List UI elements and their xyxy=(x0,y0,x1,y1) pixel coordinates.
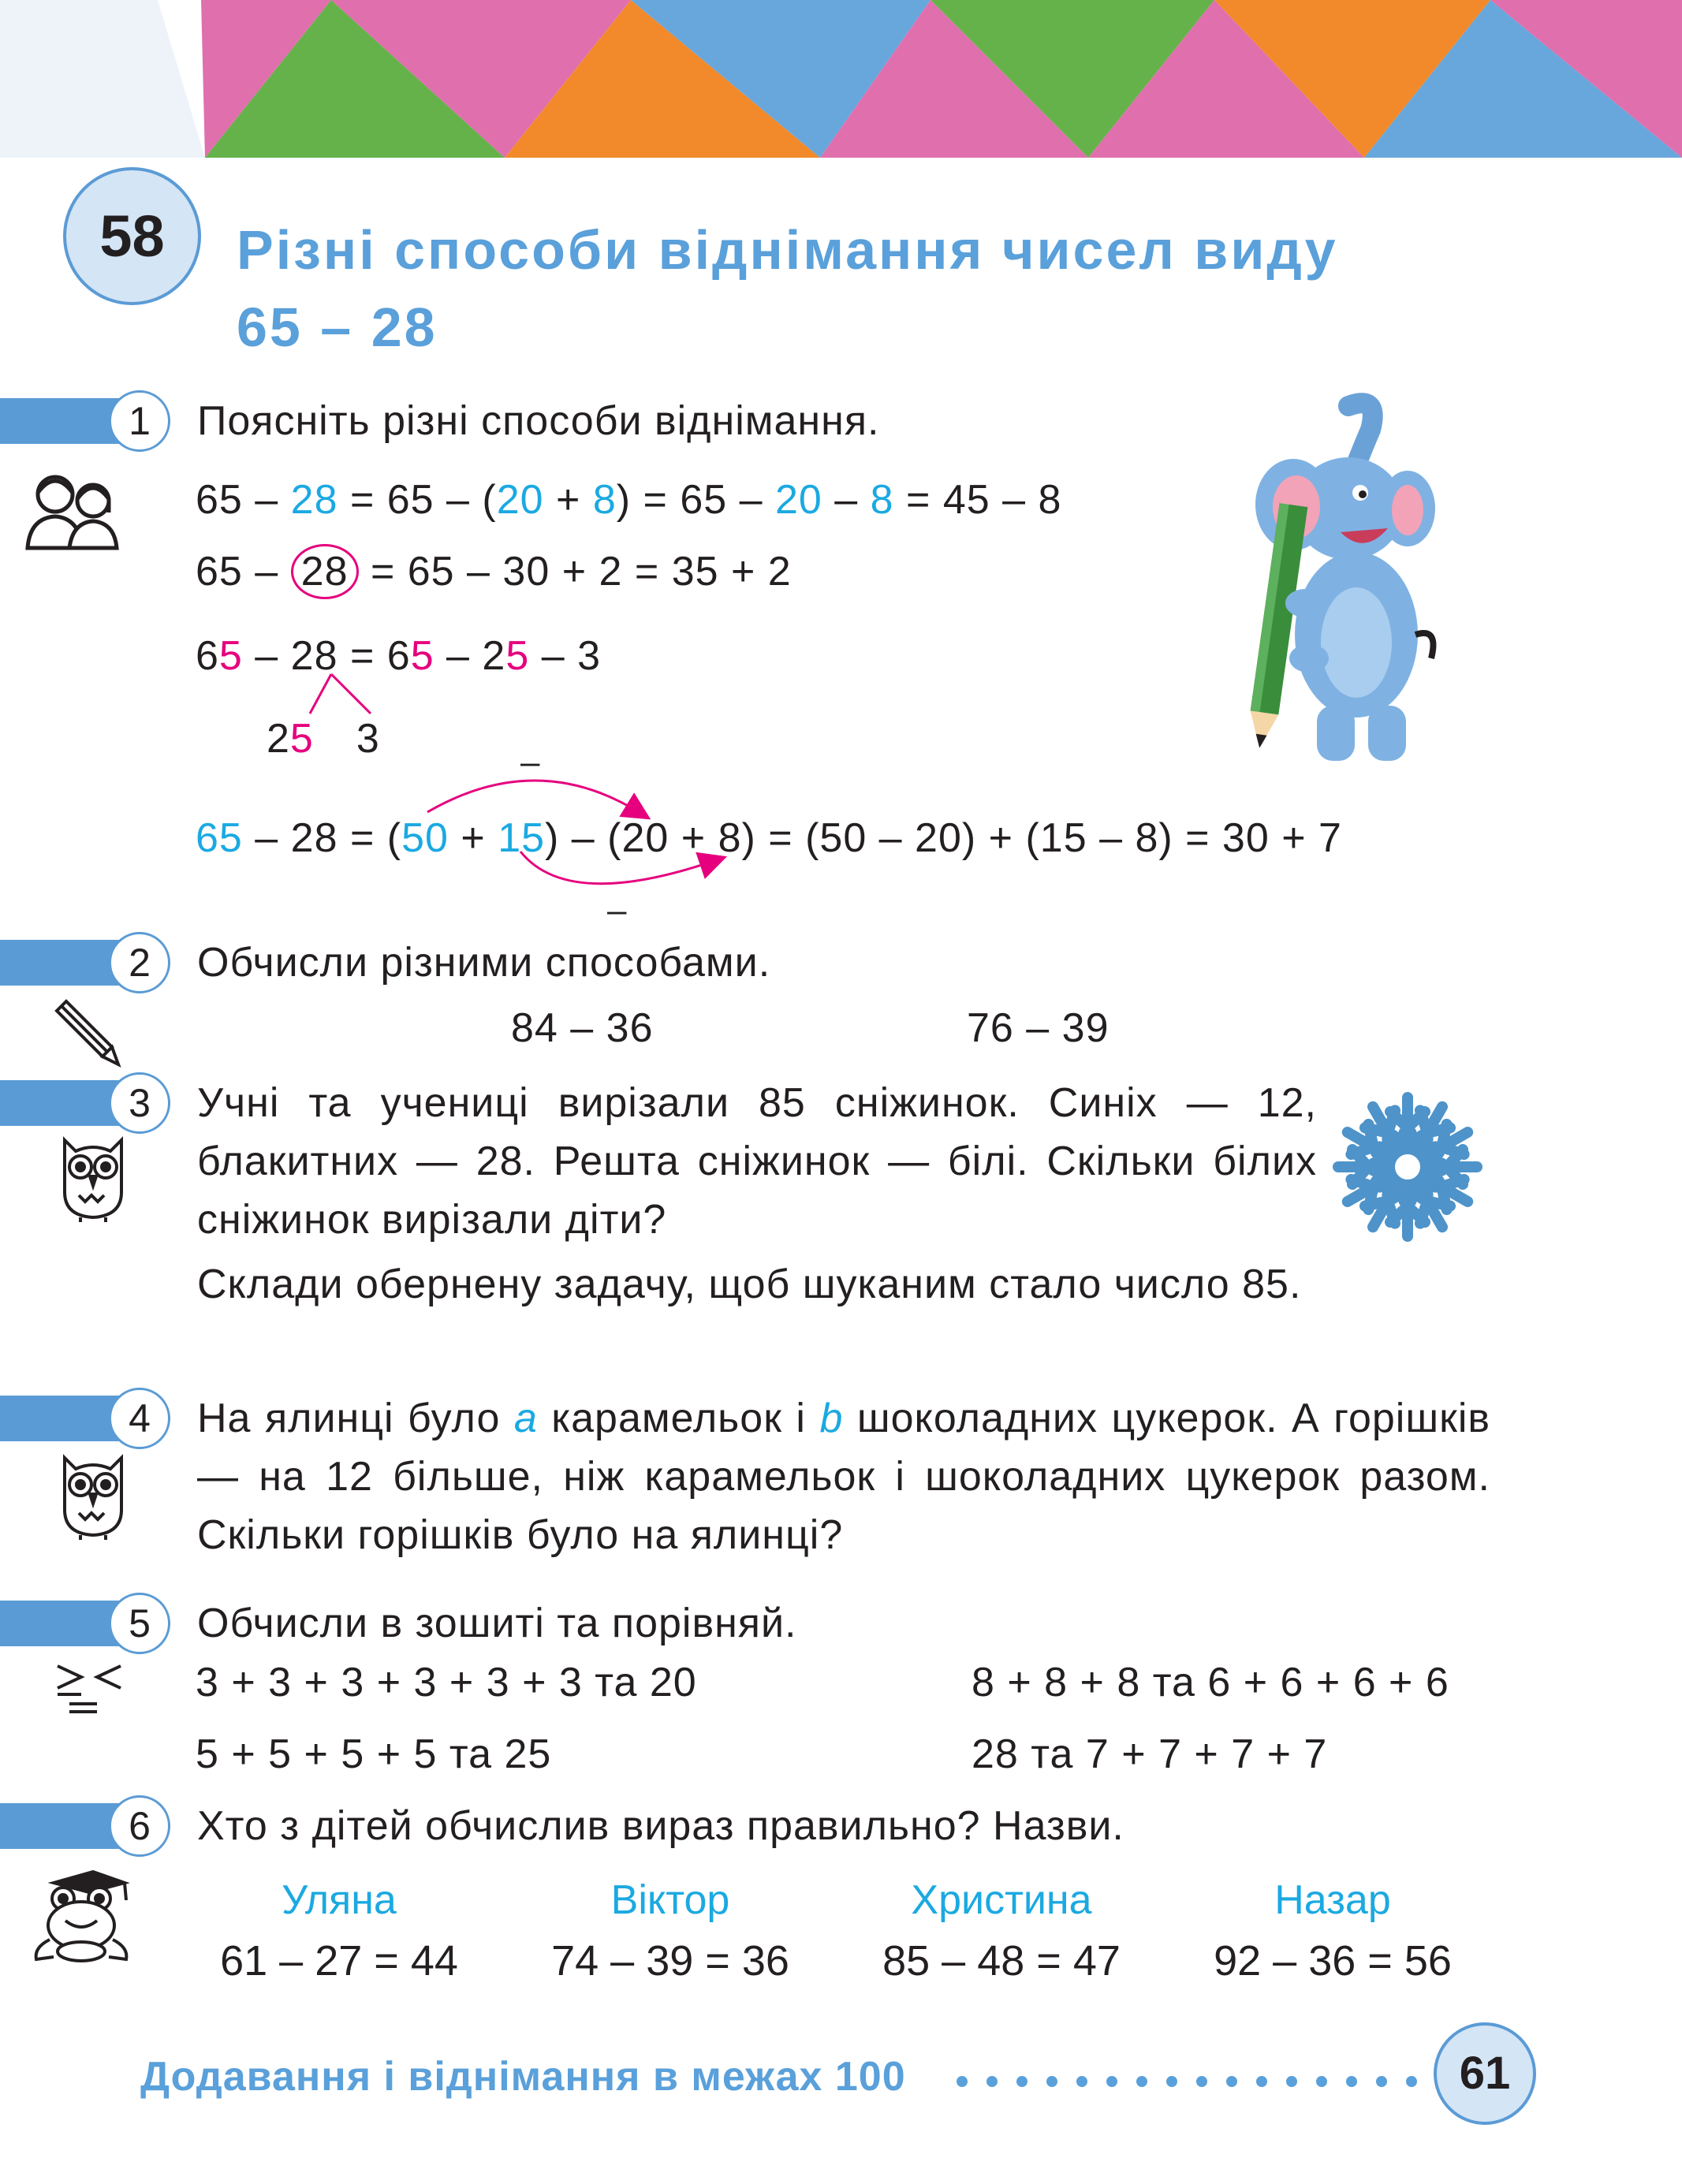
elephant-illustration xyxy=(1230,398,1443,777)
task-2-prompt: Обчисли різними способами. xyxy=(197,940,771,986)
task-3-number: 3 xyxy=(109,1072,170,1134)
minus-top: – xyxy=(520,743,541,781)
kid-name: Віктор xyxy=(610,1877,730,1923)
task-5-compare-2: 8 + 8 + 8 та 6 + 6 + 6 + 6 xyxy=(972,1660,1449,1705)
task-5-compare-3: 5 + 5 + 5 + 5 та 25 xyxy=(196,1731,552,1777)
task-2-expr-2: 76 – 39 xyxy=(967,1005,1110,1051)
kid-card xyxy=(505,1877,836,1985)
task-1-line-2: 65 – 28 = 65 – 30 + 2 = 35 + 2 xyxy=(196,542,792,601)
task-2-expr-1: 84 – 36 xyxy=(511,1005,654,1051)
task-4-number: 4 xyxy=(109,1388,170,1449)
task-6-prompt: Хто з дітей обчислив вираз правильно? Назви. xyxy=(197,1803,1124,1849)
kid-card xyxy=(173,1877,505,1985)
task-1-line-1: 65 – 28 = 65 – (20 + 8) = 65 – 20 – 8 = 45 – 8 xyxy=(196,477,1062,523)
task-5-compare-4: 28 та 7 + 7 + 7 + 7 xyxy=(972,1731,1328,1777)
task-5-prompt: Обчисли в зошиті та порівняй. xyxy=(197,1601,797,1646)
task-3-text: Учні та учениці вирізали 85 сніжинок. Синіх — 12, блакитних — 28. Решта сніжинок — білі. Скільки білих сніжинок вирізали діти? xyxy=(197,1080,1317,1243)
lesson-title-line2: 65 – 28 xyxy=(237,296,438,358)
compare-signs-icon xyxy=(54,1660,125,1715)
minus-bottom: – xyxy=(607,891,628,930)
task-1-line-4: 65 – 28 = (50 + 15) – (20 + 8) = (50 – 20) + (15 – 8) = 30 + 7 xyxy=(196,815,1342,861)
task-4-text: На ялинці було a карамельок і b шоколадних цукерок. А горішків — на 12 більше, ніж карамельок і шоколадних цукерок разом. Скільки горішків було на ялинці? xyxy=(197,1396,1491,1558)
variable-a: a xyxy=(513,1396,538,1441)
kid-name: Назар xyxy=(1274,1877,1391,1923)
lesson-title xyxy=(237,211,1338,366)
frog-icon xyxy=(30,1869,136,1963)
kid-card xyxy=(836,1877,1167,1985)
kid-card xyxy=(1167,1877,1498,1985)
kids-answers xyxy=(173,1877,1514,1985)
task-1-number: 1 xyxy=(109,390,170,452)
task-6-number: 6 xyxy=(109,1795,170,1857)
footer-dots xyxy=(954,2070,1427,2093)
kid-expression: 61 – 27 = 44 xyxy=(220,1937,458,1985)
circled-number: 28 xyxy=(291,544,359,599)
pair-work-icon xyxy=(24,469,122,552)
page-number: 61 xyxy=(1434,2022,1536,2125)
kid-name: Уляна xyxy=(282,1877,397,1923)
task-5-compare-1: 3 + 3 + 3 + 3 + 3 + 3 та 20 xyxy=(196,1660,697,1705)
task-1-line-3: 65 – 28 = 65 – 25 – 3 xyxy=(196,633,601,679)
pencil-icon xyxy=(49,995,124,1070)
lesson-title-line1: Різні способи віднімання чисел виду xyxy=(237,219,1338,281)
variable-b: b xyxy=(819,1396,844,1441)
kid-name: Христина xyxy=(911,1877,1092,1923)
decomposition-parts: 25 3 xyxy=(267,716,380,762)
kid-expression: 85 – 48 = 47 xyxy=(882,1937,1121,1985)
task-5-number: 5 xyxy=(109,1593,170,1654)
owl-icon xyxy=(57,1129,129,1224)
top-banner xyxy=(0,0,1682,158)
owl-icon xyxy=(57,1447,129,1541)
task-2-number: 2 xyxy=(109,932,170,993)
lesson-number: 58 xyxy=(63,167,201,305)
snowflake-illustration xyxy=(1325,1088,1490,1246)
kid-expression: 74 – 39 = 36 xyxy=(551,1937,789,1985)
task-3-text-2: Склади обернену задачу, щоб шуканим стало число 85. xyxy=(197,1262,1302,1307)
section-footer: Додавання і віднімання в межах 100 xyxy=(140,2054,906,2100)
kid-expression: 92 – 36 = 56 xyxy=(1214,1937,1452,1985)
task-1-prompt: Поясніть різні способи віднімання. xyxy=(197,398,880,444)
